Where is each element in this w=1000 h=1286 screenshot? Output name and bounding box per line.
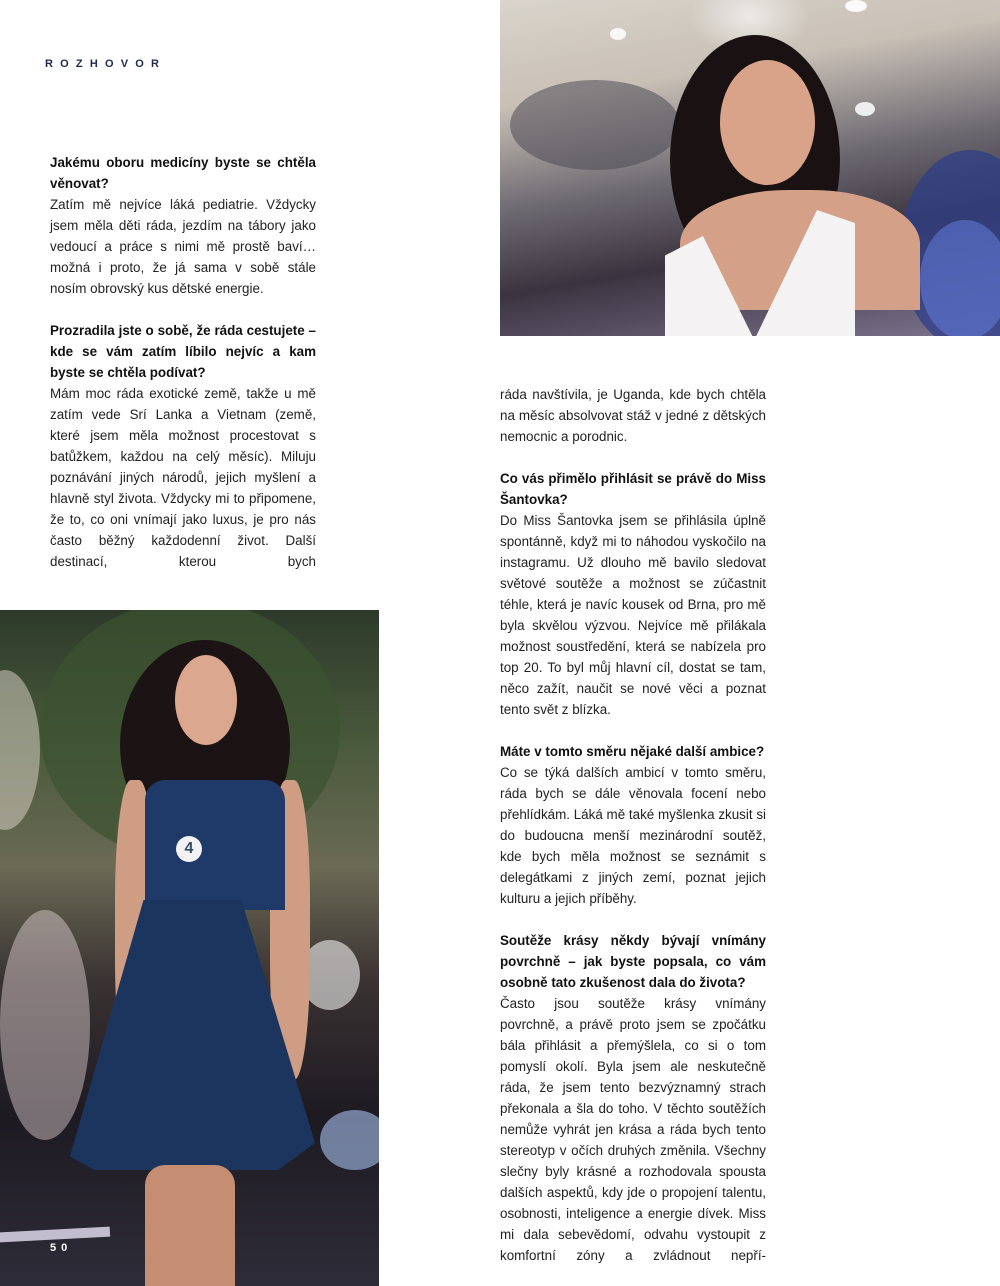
answer: Často jsou soutěže krásy vnímány povrchně, a právě proto jsem se zpočátku bála přihlásit a přemýšlela, co si o tom pomyslí okolí. Byla jsem ale neskutečně ráda, že jsem tento bezvýznamný strach překonala a šla do toho. V těchto soutěžích nemůže vyhrát jen krása a ráda bych tento stereotyp v očích druhých změnila. Všechny slečny byly krásné a rozhodovala spousta dalších aspektů, kdy jde o propojení talentu, osobnosti, inteligence a energie dívek. Miss mi dala sebevědomí, odvahu vystoupit z komfortní zóny a zvládnout nepří- (500, 996, 766, 1263)
page-number: 50 (50, 1242, 73, 1254)
answer: Mám moc ráda exotické země, takže u mě zatím vede Srí Lanka a Vietnam (země, které jsem měla možnost procestovat s batůžkem, každou na celý měsíc). Miluju poznávání jiných národů, jejich myšlení a hlavně styl života. Vždycky mi to připomene, že to, co oni vnímají jako luxus, je pro nás často běžný každodenní život. Další destinací, kterou bych (50, 386, 316, 569)
question: Co vás přimělo přihlásit se právě do Miss Šantovka? (500, 471, 766, 507)
question: Máte v tomto směru nějaké další ambice? (500, 744, 765, 759)
article-column-right (500, 384, 766, 1266)
answer: Zatím mě nejvíce láká pediatrie. Vždycky jsem měla děti ráda, jezdím na tábory jako vedoucí a práce s nimi mě prostě baví… možná i proto, že já sama v sobě stále nosím obrovský kus dětské energie. (50, 197, 316, 296)
answer: Do Miss Šantovka jsem se přihlásila úplně spontánně, když mi to náhodou vyskočilo na instagramu. Už dlouho mě bavilo sledovat světové soutěže a možnost se zúčastnit téhle, která je navíc kousek od Brna, pro mě byla skvělou výzvou. Nejvíce mě přilákala možnost soustředění, která se nabízela pro top 20. To byl můj hlavní cíl, dostat se tam, něco zažít, naučit se nové věci a poznat tento svět z blízka. (500, 513, 766, 717)
question: Soutěže krásy někdy bývají vnímány povrchně – jak byste popsala, co vám osobně tato zkušenost dala do života? (500, 933, 766, 990)
question: Prozradila jste o sobě, že ráda cestujete – kde se vám zatím líbilo nejvíc a kam byste se chtěla podívat? (50, 323, 316, 380)
article-column-left (50, 152, 316, 572)
photo-woman-white-dress (500, 0, 1000, 336)
contestant-number-badge: 4 (176, 836, 202, 862)
section-label: ROZHOVOR (45, 58, 167, 70)
photo-woman-navy-dress (0, 610, 379, 1286)
answer: Co se týká dalších ambicí v tomto směru, ráda bych se dále věnovala focení nebo přehlídkám. Láká mě také myšlenka zkusit si do budoucna menší mezinárodní soutěž, kde bych měla možnost se seznámit s delegátkami z jiných zemí, poznat jejich kulturu a jejich příběhy. (500, 765, 766, 906)
answer-continuation: ráda navštívila, je Uganda, kde bych chtěla na měsíc absolvovat stáž v jedné z dětských nemocnic a porodnic. (500, 387, 766, 444)
question: Jakému oboru medicíny byste se chtěla věnovat? (50, 155, 316, 191)
